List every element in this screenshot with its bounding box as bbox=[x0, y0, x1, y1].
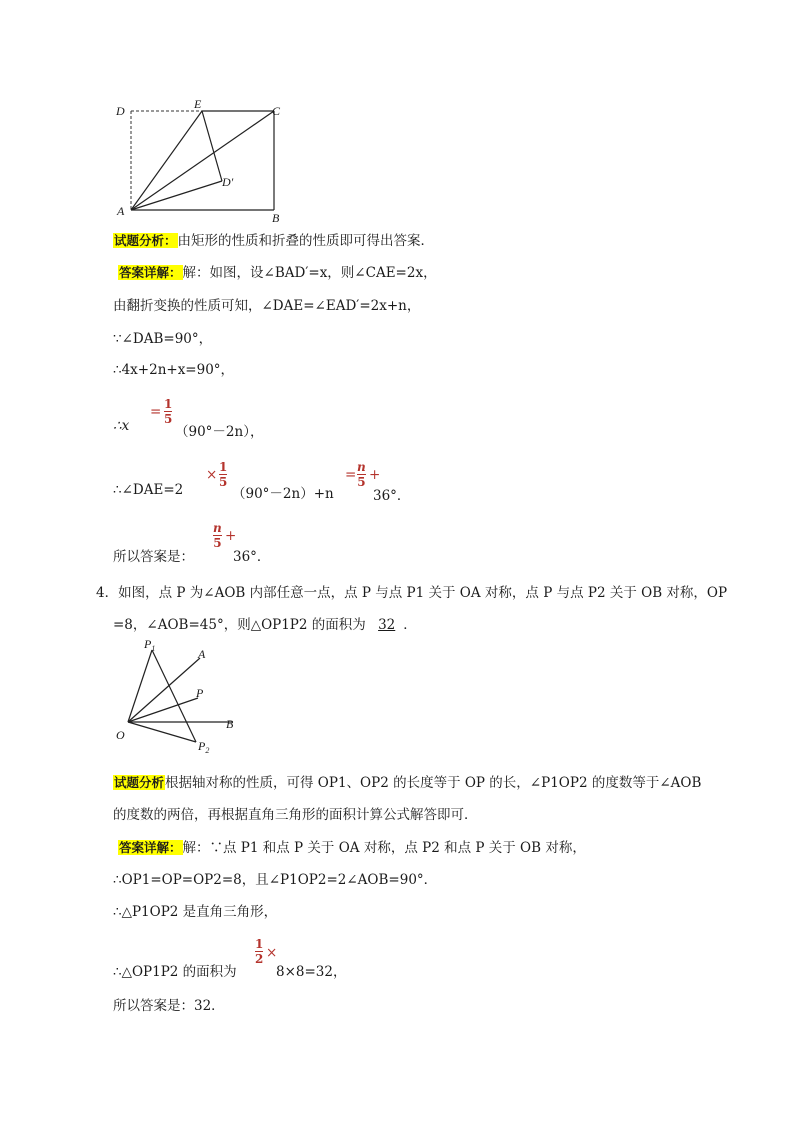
q4-line4-pre: ∴△OP1P2 的面积为 bbox=[113, 964, 237, 980]
q4-answer-tag: 答案详解： bbox=[119, 840, 182, 855]
figure-rectangle-fold bbox=[110, 96, 300, 222]
q3-analysis-line bbox=[113, 229, 434, 249]
q4-line4-post: 8×8=32， bbox=[276, 964, 347, 980]
q3-line6-mid: （90°－2n）+n bbox=[232, 486, 334, 502]
q3-line5-post: （90°－2n）， bbox=[175, 424, 264, 440]
q3-line6-eq: = bbox=[345, 467, 357, 483]
frac3-den: 5 bbox=[357, 475, 366, 489]
q3-line1: 解：如图，设∠BAD′=x，则∠CAE=2x， bbox=[182, 265, 437, 281]
q4-line3: ∴△P1OP2 是直角三角形， bbox=[113, 904, 278, 920]
q4-line2: ∴OP1=OP=OP2=8，且∠P1OP2=2∠AOB=90°． bbox=[113, 872, 438, 888]
label-B2: B bbox=[226, 717, 234, 731]
label-O: O bbox=[116, 728, 125, 742]
q3-line2: 由翻折变换的性质可知，∠DAE=∠EAD′=2x+n， bbox=[113, 298, 421, 314]
frac4-den: 5 bbox=[213, 536, 222, 550]
q4-line5: 所以答案是：32． bbox=[113, 998, 225, 1014]
q3-line5-eq: = bbox=[150, 404, 162, 420]
q4-frac-den: 2 bbox=[255, 952, 264, 966]
q4-line1: 解：∵点 P1 和点 P 关于 OA 对称，点 P2 和点 P 关于 OB 对称， bbox=[182, 840, 586, 856]
label-Dprime: D′ bbox=[222, 175, 234, 189]
q4-analysis-text-1: 根据轴对称的性质，可得 OP1、OP2 的长度等于 OP 的长，∠P1OP2 的度数等于∠AOB bbox=[165, 775, 702, 791]
q4-analysis-line-1 bbox=[113, 771, 701, 791]
q3-fraction-3 bbox=[357, 461, 366, 488]
q4-answer-blank: 32 bbox=[378, 617, 396, 633]
q4-analysis-line-2: 的度数的两倍，再根据直角三角形的面积计算公式解答即可． bbox=[113, 807, 478, 823]
q3-line6-end: 36°． bbox=[373, 488, 411, 504]
q4-fraction bbox=[255, 938, 263, 965]
label-C: C bbox=[272, 104, 281, 118]
q4-answer-line-1 bbox=[118, 836, 586, 856]
q3-line4: ∴4x+2n+x=90°， bbox=[113, 362, 235, 378]
analysis-tag: 试题分析： bbox=[114, 233, 177, 248]
label-P2: $P_2$ bbox=[198, 739, 210, 755]
q3-line3: ∵∠DAB=90°， bbox=[113, 331, 213, 347]
q4-line4-times: × bbox=[266, 945, 278, 961]
frac3-num: n bbox=[357, 460, 366, 474]
q3-line6-plus: + bbox=[369, 467, 381, 483]
q3-fraction-2 bbox=[219, 461, 227, 488]
q3-line6-times: × bbox=[206, 467, 218, 483]
q4-analysis-tag: 试题分析 bbox=[114, 775, 165, 790]
label-A: A bbox=[117, 204, 125, 218]
q4-stem1: 如图，点 P 为∠AOB 内部任意一点，点 P 与点 P1 关于 OA 对称，点 P 与点 P2 关于 OB 对称，OP bbox=[118, 585, 728, 601]
q4-number: 4． bbox=[96, 585, 119, 601]
label-P: P bbox=[196, 686, 204, 700]
q4-stem2-pre: =8，∠AOB=45°，则△OP1P2 的面积为 bbox=[113, 617, 366, 633]
q3-fraction-4 bbox=[213, 522, 222, 549]
label-P1: $P_1$ bbox=[144, 637, 156, 653]
label-D: D bbox=[116, 104, 125, 118]
q4-frac-num: 1 bbox=[255, 937, 264, 951]
q3-fraction-1 bbox=[164, 398, 172, 425]
label-B: B bbox=[272, 211, 280, 222]
q3-line7-pre: 所以答案是： bbox=[113, 549, 194, 565]
figure-angle-reflection bbox=[110, 636, 250, 762]
analysis-text: 由矩形的性质和折叠的性质即可得出答案． bbox=[177, 233, 435, 249]
answer-tag: 答案详解： bbox=[119, 265, 182, 280]
frac1-den: 5 bbox=[164, 412, 173, 426]
frac2-num: 1 bbox=[219, 460, 228, 474]
frac1-num: 1 bbox=[164, 397, 173, 411]
frac4-num: n bbox=[213, 521, 222, 535]
label-E: E bbox=[194, 97, 202, 111]
q4-stem2-end: ． bbox=[403, 617, 417, 633]
q4-stem-line-1 bbox=[96, 581, 727, 601]
q3-line7-end: 36°． bbox=[233, 549, 271, 565]
q3-line5 bbox=[113, 418, 129, 434]
q3-line6-pre: ∴∠DAE=2 bbox=[113, 482, 184, 498]
q3-answer-line-1 bbox=[118, 261, 437, 281]
frac2-den: 5 bbox=[219, 475, 228, 489]
q3-line5-pre: ∴x bbox=[113, 418, 130, 434]
q3-line7-plus: + bbox=[225, 528, 237, 544]
q4-stem-line-2 bbox=[113, 613, 417, 633]
label-A2: A bbox=[198, 647, 206, 661]
